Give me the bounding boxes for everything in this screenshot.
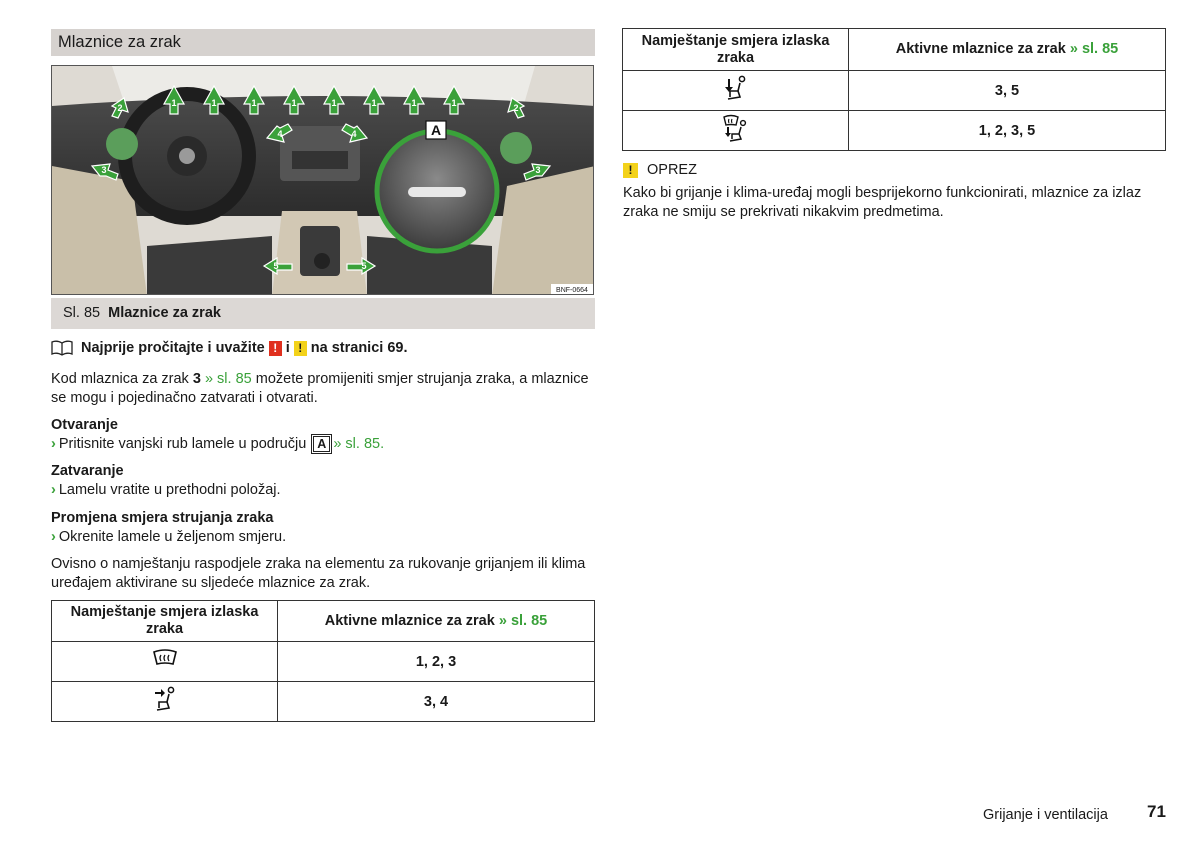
footer-chapter: Grijanje i ventilacija [983, 807, 1108, 823]
active-vents-value: 3, 5 [849, 71, 1166, 111]
figure-link[interactable]: » sl. 85 [1069, 41, 1119, 57]
book-icon [51, 340, 73, 356]
opening-title: Otvaranje [51, 417, 118, 433]
figure-caption [51, 298, 595, 329]
warning-red-icon: ! [269, 341, 282, 356]
opening-text: Pritisnite vanjski rub lamele u području [58, 435, 307, 452]
table-header-active-label: Aktivne mlaznice za zrak [324, 612, 495, 629]
table-row [52, 642, 595, 682]
vent-table-left [51, 600, 595, 722]
read-note [51, 339, 595, 357]
caution-label: OPREZ [647, 162, 697, 178]
arrow-label: 5 [361, 261, 367, 271]
warning-yellow-icon: ! [623, 163, 638, 178]
arrow-label: 1 [291, 98, 297, 108]
airflow-footwell-icon [623, 71, 849, 111]
arrow-label: 5 [273, 261, 279, 271]
closing-section [51, 462, 595, 499]
step-chevron-icon: › [51, 435, 56, 452]
intro-paragraph [51, 370, 595, 407]
caution-text: Kako bi grijanje i klima-uređaj mogli besprijekorno funkcionirati, mlaznice za izlaz zraka ne smiju se prekrivati nikakvim predmetima. [623, 185, 1142, 220]
caution-heading [623, 161, 697, 179]
page-number: 71 [1147, 802, 1166, 821]
table-header-setting: Namještanje smjera izlaska zraka [52, 601, 278, 642]
caption-prefix: Sl. 85 [63, 305, 101, 321]
arrow-label: 2 [513, 103, 519, 113]
opening-section [51, 416, 595, 453]
figure-link[interactable]: » sl. 85 [204, 371, 252, 387]
arrow-label: 1 [371, 98, 377, 108]
figure-link[interactable]: » sl. 85 [333, 435, 381, 452]
arrow-label: 2 [117, 103, 123, 113]
arrow-label: 1 [411, 98, 417, 108]
active-vents-value: 1, 2, 3, 5 [849, 111, 1166, 151]
table-header-active [278, 601, 595, 642]
note-page-ref: na stranici 69. [310, 340, 408, 356]
active-vents-value: 1, 2, 3 [278, 642, 595, 682]
warning-yellow-icon: ! [294, 341, 307, 356]
caption-title: Mlaznice za zrak [108, 305, 221, 321]
table-header-setting: Namještanje smjera izlaska zraka [623, 29, 849, 71]
table-header-active-label: Aktivne mlaznice za zrak [895, 41, 1066, 57]
depending-paragraph: Ovisno o namještanju raspodjele zraka na elementu za rukovanje grijanjem ili klima uređajem aktivirane su sljedeće mlaznice za zrak. [51, 556, 586, 591]
area-a-marker: A [313, 436, 330, 452]
arrow-label: 1 [451, 98, 457, 108]
active-vents-value: 3, 4 [278, 682, 595, 722]
closing-title: Zatvaranje [51, 463, 124, 479]
dashboard-figure [51, 65, 594, 295]
arrow-label: 4 [277, 129, 283, 139]
table-row [52, 682, 595, 722]
right-vent [500, 132, 532, 164]
windshield-defrost-icon [52, 642, 278, 682]
step-chevron-icon: › [51, 528, 56, 545]
step-chevron-icon: › [51, 481, 56, 498]
intro-vent-number: 3 [192, 371, 201, 387]
arrow-label: 3 [535, 165, 541, 175]
note-joiner: i [285, 340, 290, 356]
table-row [623, 111, 1166, 151]
section-title: Mlaznice za zrak [51, 29, 595, 56]
figure-link[interactable]: » sl. 85 [498, 612, 548, 629]
figure-code: BNF-0664 [556, 287, 588, 294]
airflow-upper-body-icon [52, 682, 278, 722]
table-header-active [849, 29, 1166, 71]
note-text: Najprije pročitajte i uvažite [81, 340, 265, 356]
airflow-windshield-footwell-icon [623, 111, 849, 151]
arrow-label: 1 [211, 98, 217, 108]
arrow-label: 4 [351, 129, 357, 139]
table-row [623, 71, 1166, 111]
direction-section [51, 509, 595, 546]
opening-period: . [380, 435, 385, 452]
arrow-label: 1 [331, 98, 337, 108]
arrow-label: 1 [171, 98, 177, 108]
left-vent [106, 128, 138, 160]
arrow-label: 3 [101, 165, 107, 175]
callout-a: A [430, 122, 442, 138]
intro-text-rest: možete promijeniti smjer strujanja zraka, a mlaznice se mogu i pojedinačno zatvarati i otvarati. [51, 371, 589, 406]
vent-table-right [622, 28, 1166, 151]
arrow-label: 1 [251, 98, 257, 108]
direction-text: Okrenite lamele u željenom smjeru. [58, 528, 287, 545]
closing-text: Lamelu vratite u prethodni položaj. [58, 481, 281, 498]
intro-text: Kod mlaznica za zrak [51, 371, 189, 387]
direction-title: Promjena smjera strujanja zraka [51, 510, 274, 526]
